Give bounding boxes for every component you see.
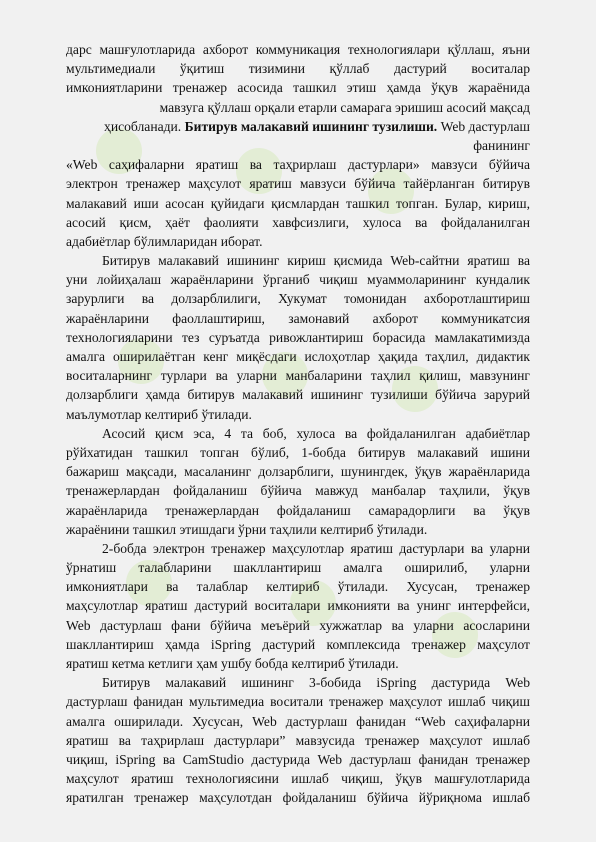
paragraph-start: Битирув малакавий ишининг кириш қисмида Web-сайтни яратиш ва [102, 253, 530, 269]
text-line: мультимедиали ўқитиш тизимини қўллаб дастурий воситалар [66, 61, 530, 77]
text-line [66, 117, 530, 136]
text-line: маҳсулот яратиш технологиясини ишлаб чиқиш, ўқув машғулотларида [66, 771, 530, 787]
text-line: маҳсулотлар яратиш дастурий воситалари имконияти ва унинг интерфейси, [66, 598, 530, 614]
document-page [66, 40, 530, 808]
paragraph-start: Асосий қисм эса, 4 та боб, хулоса ва фойдаланилган адабиётлар [102, 425, 530, 441]
text-span: ҳисобланади. [104, 118, 182, 134]
text-line: дастурлаш фанидан мультимедиа воситали тренажер маҳсулот ишлаб чиқиш [66, 694, 530, 710]
text-line: маълумотлар келтириб ўтилади. [66, 406, 252, 422]
text-line: амалга оширилаётган кенг миқёсдаги ислоҳотлар ҳақида таҳлил, дидактик [66, 349, 530, 364]
text-line: ўрнатиш талабларини шакллантириш амалга оширилиб, уларни [66, 560, 530, 576]
text-line: уни лойиҳалаш жараёнларини ўрганиб чиқиш муаммоларининг кундалик [66, 272, 530, 288]
text-line: воситаларнинг турлари ва уларни манбаларини таҳлил қилиш, мавзунинг [66, 368, 530, 384]
section-heading: Битирув малакавий ишининг тузилиши. [184, 118, 438, 134]
text-line: малакавий иши асосан қуйидаги қисмлардан ташкил топган. Булар, кириш, [66, 195, 530, 211]
text-line: мавзуга қўллаш орқали етарли самарага эришиш асосий мақсад [159, 99, 530, 115]
text-line: чиқиш, iSpring ва CamStudio дастурида Web дастурлаш фанидан тренажер [66, 751, 530, 767]
text-line: долзарблиги ҳамда битирув малакавий ишининг тузилиши бўйича зарурий [66, 387, 530, 403]
paragraph-start: Битирув малакавий ишининг 3-бобида iSpring дастурида Web [102, 675, 530, 691]
text-line: тренажерлардан фойдаланиш бўйича мавжуд манбалар таҳлили, ўқув [66, 483, 530, 499]
text-line: фанининг [473, 137, 530, 153]
paragraph-start: 2-бобда электрон тренажер маҳсулотлар яратиш дастурлари ва уларни [102, 540, 530, 556]
text-line: рўйхатидан ташкил топган бўлиб, 1-бобда битирув малакавий ишини [66, 444, 530, 460]
text-line: яратиш кетма кетлиги ҳам ушбу бобда келтириб ўтилади. [66, 656, 399, 671]
text-line: Web дастурлаш фани бўйича меъёрий хужжатлар ва уларни асосларини [66, 617, 530, 633]
text-line: дарс машғулотларида ахборот коммуникация технологиялари қўллаш, яъни [66, 42, 530, 57]
text-line: «Web саҳифаларни яратиш ва таҳрирлаш дастурлари» мавзуси бўйича [66, 157, 530, 173]
text-line: имкониятлари ва талаблар келтириб ўтилади. Хусусан, тренажер [66, 579, 530, 595]
text-line: жараёнини ташкил этишдаги ўрни таҳлили келтириб ўтилади. [66, 521, 428, 537]
text-line: имкониятларини тренажер асосида ташкил этиш ҳамда ўқув жараёнида [66, 80, 530, 96]
text-line: бажариш мақсади, масаланинг долзарблиги, шунингдек, ўқув жараёнларида [66, 464, 530, 480]
text-span: Web дастурлаш [440, 118, 530, 134]
text-line: электрон тренажер маҳсулот яратиш мавзуси бўйича тайёрланган битирув [66, 176, 530, 192]
text-line: асосий қисм, ҳаёт фаолияти хавфсизлиги, хулоса ва фойдаланилган [66, 214, 530, 230]
text-line: жараёнларида тренажерлардан фойдаланиш самарадорлиги ва ўқув [66, 502, 530, 518]
text-line: яратиш ва таҳрирлаш дастурлари” мавзусида тренажер маҳсулот ишлаб [66, 732, 530, 748]
text-line: зарурлиги ва долзарблилиги, Хукумат томонидан ахборотлаштириш [66, 291, 530, 307]
text-line: технологияларини тез суръатда ривожлантириш борасида мамлакатимизда [66, 329, 530, 345]
text-line: адабиётлар бўлимларидан иборат. [66, 233, 263, 249]
text-line: жараёнларини фаоллаштириш, замонавий ахборот коммуникатсия [66, 310, 530, 326]
text-line: шакллантириш ҳамда iSpring дастурий комплексида тренажер маҳсулот [66, 636, 530, 652]
text-line: яратилган тренажер маҳсулотдан фойдаланиш бўйича йўриқнома ишлаб [66, 790, 530, 806]
text-line: амалга оширилади. Хусусан, Web дастурлаш фанидан “Web саҳифаларни [66, 713, 530, 729]
